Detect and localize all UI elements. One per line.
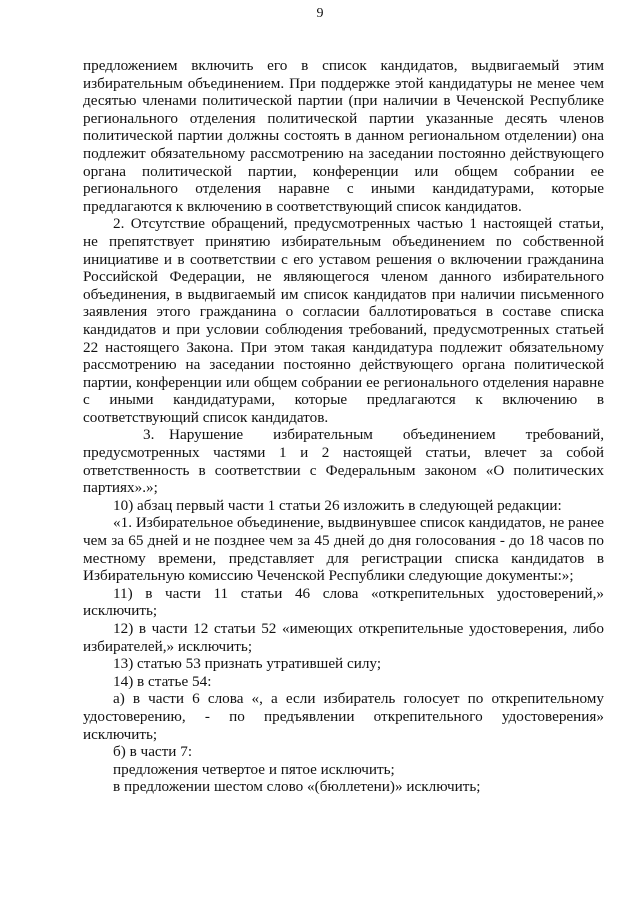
paragraph-item-14-b-2: в предложении шестом слово «(бюллетени)» исключить;: [113, 778, 481, 796]
paragraph-part-3: [83, 426, 604, 496]
document-body: [83, 57, 604, 796]
paragraph-item-14-a: а) в части 6 слова «, а если избиратель голосует по открепительному удостоверению, - по предъявлении открепительного удостоверения» исключить;: [83, 690, 604, 743]
paragraph-item-11: 11) в части 11 статьи 46 слова «открепительных удостоверений,» исключить;: [83, 584, 604, 620]
paragraph-item-10: 10) абзац первый части 1 статьи 26 изложить в следующей редакции:: [113, 496, 562, 514]
paragraph-item-14-b: б) в части 7:: [113, 743, 193, 761]
paragraph-item-10-quote: «1. Избирательное объединение, выдвинувшее список кандидатов, не ранее чем за 65 дней и не позднее чем за 45 дней до дня голосования - до 18 часов по местному времени, представляет для регистрации списка кандидатов в Избирательную комиссию Чеченской Республики следующие документы:»;: [83, 514, 604, 585]
part-3-number: 3.: [143, 426, 155, 444]
paragraph-part-2: 2. Отсутствие обращений, предусмотренных частью 1 настоящей статьи, не препятствует принятию избирательным объединением по собственной инициативе и в соответствии с его уставом решения о включении гражданина Российской Федерации, не являющегося членом данного избирательного объединения, в выдвигаемый им список кандидатов при наличии письменного заявления этого гражданина о согласии баллотироваться в составе списка кандидатов и при условии соблюдения требований, предусмотренных статьей 22 настоящего Закона. При этом такая кандидатура подлежит обязательному рассмотрению на заседании постоянно действующего органа политической партии, конференции или общем собрании ее регионального отделения наравне с иными кандидатурами, которые предлагаются к включению в соответствующий список кандидатов.: [83, 215, 604, 426]
page-number: 9: [316, 6, 324, 21]
paragraph-continuation: предложением включить его в список кандидатов, выдвигаемый этим избирательным объединением. При поддержке этой кандидатуры не менее чем десятью членами политической партии (при наличии в Чеченской Республике регионального отделения политической партии указанные десять членов политической партии должны состоять в данном региональном отделении) она подлежит обязательному рассмотрению на заседании постоянно действующего органа политической партии, конференции или общем собрании ее регионального отделения наравне с иными кандидатурами, которые предлагаются к включению в соответствующий список кандидатов.: [83, 57, 604, 215]
paragraph-item-14-b-1: предложения четвертое и пятое исключить;: [113, 760, 395, 778]
paragraph-item-12: 12) в части 12 статьи 52 «имеющих открепительные удостоверения, либо избирателей,» исключить;: [83, 620, 604, 655]
part-3-text: Нарушение избирательным объединением требований, предусмотренных частями 1 и 2 настоящей статьи, влечет за собой ответственность в соответствии с Федеральным законом «О политических партиях».»;: [83, 426, 604, 497]
paragraph-item-13: 13) статью 53 признать утратившей силу;: [113, 655, 382, 673]
paragraph-item-14: 14) в статье 54:: [113, 672, 212, 690]
